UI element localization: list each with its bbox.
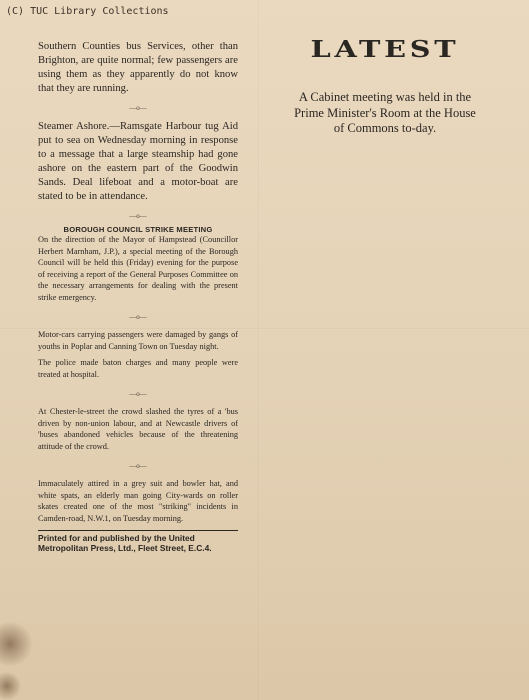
watermark-text: (C) TUC Library Collections <box>6 6 169 17</box>
ink-stain-bottom-left <box>0 622 34 666</box>
right-column <box>290 36 480 137</box>
printer-imprint: Printed for and published by the United Metropolitan Press, Ltd., Fleet Street, E.C.4. <box>38 533 212 553</box>
steamer-ashore-paragraph: Steamer Ashore.—Ramsgate Harbour tug Aid put to sea on Wednesday morning in response to a message that a large steamship had gone ashore on the eastern part of the Goodwin Sands. Deal lifeboat and a motor-boat are stated to be in attendance. <box>38 121 238 202</box>
police-paragraph: The police made baton charges and many people were treated at hospital. <box>38 358 238 379</box>
latest-heading: LATEST <box>310 36 460 63</box>
council-meeting-paragraph: On the direction of the Mayor of Hampstead (Councillor Herbert Marnham, J.P.), a special meeting of the Borough Council will be held this (Friday) evening for the purpose of receiving a report of the General Purposes Committee on the necessary arrangements for dealing with the present strike emergency. <box>38 235 238 302</box>
section-divider: —o— <box>129 390 147 398</box>
section-divider: —o— <box>129 104 147 112</box>
section-divider: —o— <box>129 313 147 321</box>
ink-stain-left-edge <box>0 672 22 700</box>
cabinet-bulletin: A Cabinet meeting was held in the Prime Minister's Room at the House of Commons to-day. <box>294 90 476 135</box>
imprint-rule <box>38 530 238 531</box>
left-column <box>38 40 238 553</box>
roller-skates-paragraph: Immaculately attired in a grey suit and bowler hat, and white spats, an elderly man going City-wards on roller skates created one of the most "striking" incidents in Camden-road, N.W.1, on Tuesday morning. <box>38 479 238 523</box>
bus-services-paragraph: Southern Counties bus Services, other than Brighton, are quite normal; few passengers are using them as they apparently do not know that they are running. <box>38 41 238 94</box>
chester-le-street-paragraph: At Chester-le-street the crowd slashed the tyres of a 'bus driven by non-union labour, and at Newcastle drivers of 'buses abandoned vehicles because of the threatening attitude of the crowd. <box>38 407 238 451</box>
section-divider: —o— <box>129 212 147 220</box>
paper-fold-vertical <box>258 0 260 700</box>
council-meeting-headline: BOROUGH COUNCIL STRIKE MEETING <box>63 225 213 234</box>
motor-cars-paragraph: Motor-cars carrying passengers were damaged by gangs of youths in Poplar and Canning Town on Tuesday night. <box>38 330 238 351</box>
section-divider: —o— <box>129 462 147 470</box>
